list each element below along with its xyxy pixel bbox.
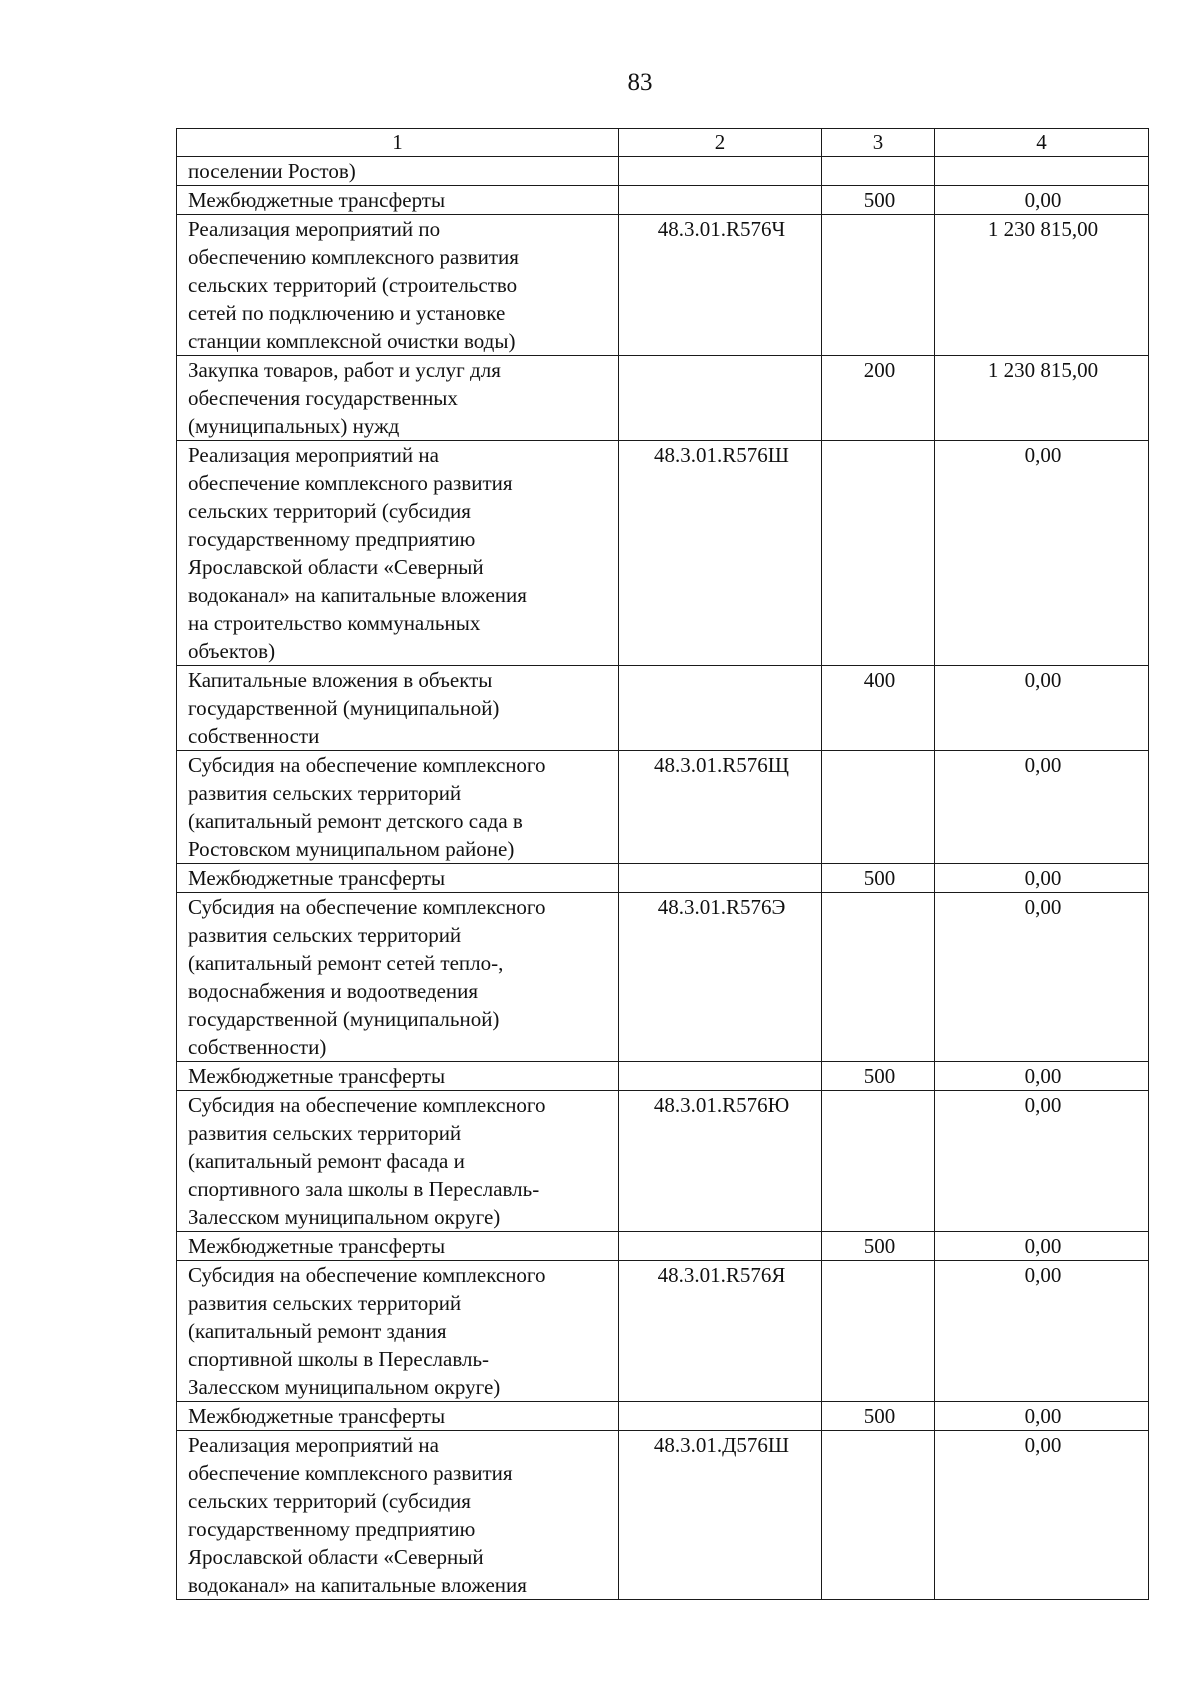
row-name-line: собственности <box>188 724 320 748</box>
row-amount-cell: 0,00 <box>935 1232 1149 1261</box>
row-name-line: спортивного зала школы в Переславль- <box>188 1177 540 1201</box>
row-amount-cell: 0,00 <box>935 1431 1149 1600</box>
column-header-3: 3 <box>822 129 935 157</box>
row-amount-cell: 0,00 <box>935 1091 1149 1232</box>
row-code-cell <box>619 186 822 215</box>
row-expense-type-cell <box>822 751 935 864</box>
row-name-cell <box>177 215 619 356</box>
row-amount-cell: 0,00 <box>935 441 1149 666</box>
row-name-line: государственной (муниципальной) <box>188 1007 500 1031</box>
row-name-line: (капитальный ремонт детского сада в <box>188 809 523 833</box>
row-expense-type-cell <box>822 1261 935 1402</box>
row-expense-type-cell: 500 <box>822 186 935 215</box>
row-amount-cell: 0,00 <box>935 893 1149 1062</box>
column-header-1: 1 <box>177 129 619 157</box>
row-name-line: Реализация мероприятий на <box>188 1433 439 1457</box>
row-name-line: Ярославской области «Северный <box>188 1545 484 1569</box>
table-row <box>177 1431 1149 1600</box>
table-row <box>177 1062 1149 1091</box>
table-row <box>177 751 1149 864</box>
row-amount-cell: 0,00 <box>935 666 1149 751</box>
row-name-line: Субсидия на обеспечение комплексного <box>188 753 546 777</box>
column-header-4: 4 <box>935 129 1149 157</box>
row-name-line: Капитальные вложения в объекты <box>188 668 493 692</box>
row-amount-cell: 0,00 <box>935 751 1149 864</box>
row-expense-type-cell: 200 <box>822 356 935 441</box>
row-name-cell <box>177 356 619 441</box>
row-name-line: обеспечение комплексного развития <box>188 471 513 495</box>
row-name-cell <box>177 157 619 186</box>
row-code-cell: 48.3.01.R576Я <box>619 1261 822 1402</box>
row-name-line: Межбюджетные трансферты <box>188 866 446 890</box>
row-name-cell <box>177 1232 619 1261</box>
row-code-cell <box>619 864 822 893</box>
table-row <box>177 186 1149 215</box>
row-name-line: обеспечению комплексного развития <box>188 245 519 269</box>
row-amount-cell: 0,00 <box>935 186 1149 215</box>
row-expense-type-cell <box>822 893 935 1062</box>
row-expense-type-cell: 400 <box>822 666 935 751</box>
row-name-line: Субсидия на обеспечение комплексного <box>188 895 546 919</box>
table-row <box>177 864 1149 893</box>
row-name-line: (капитальный ремонт здания <box>188 1319 447 1343</box>
table-row <box>177 441 1149 666</box>
row-expense-type-cell: 500 <box>822 864 935 893</box>
table-header-row <box>177 129 1149 157</box>
row-expense-type-cell <box>822 441 935 666</box>
table-row <box>177 356 1149 441</box>
table-row <box>177 1402 1149 1431</box>
row-name-line: обеспечение комплексного развития <box>188 1461 513 1485</box>
row-name-line: Межбюджетные трансферты <box>188 1064 446 1088</box>
row-name-line: на строительство коммунальных <box>188 611 481 635</box>
row-amount-cell <box>935 157 1149 186</box>
table-row <box>177 215 1149 356</box>
row-name-line: объектов) <box>188 639 276 663</box>
row-amount-cell: 0,00 <box>935 864 1149 893</box>
row-name-line: станции комплексной очистки воды) <box>188 329 516 353</box>
row-name-line: Ярославской области «Северный <box>188 555 484 579</box>
row-name-cell <box>177 864 619 893</box>
row-name-line: Реализация мероприятий на <box>188 443 439 467</box>
row-name-line: обеспечения государственных <box>188 386 458 410</box>
row-name-line: Залесском муниципальном округе) <box>188 1375 501 1399</box>
row-name-line: Ростовском муниципальном районе) <box>188 837 515 861</box>
row-amount-cell: 0,00 <box>935 1402 1149 1431</box>
budget-table <box>176 128 1149 1600</box>
row-name-line: Закупка товаров, работ и услуг для <box>188 358 501 382</box>
row-code-cell <box>619 157 822 186</box>
row-name-line: спортивной школы в Переславль- <box>188 1347 490 1371</box>
row-code-cell: 48.3.01.R576Э <box>619 893 822 1062</box>
row-name-line: Межбюджетные трансферты <box>188 1234 446 1258</box>
table-row <box>177 157 1149 186</box>
row-amount-cell: 0,00 <box>935 1062 1149 1091</box>
row-name-cell <box>177 441 619 666</box>
row-name-cell <box>177 1091 619 1232</box>
row-name-line: Реализация мероприятий по <box>188 217 441 241</box>
row-name-line: сетей по подключению и установке <box>188 301 506 325</box>
row-name-cell <box>177 1062 619 1091</box>
row-name-line: сельских территорий (строительство <box>188 273 518 297</box>
row-name-line: водоканал» на капитальные вложения <box>188 583 527 607</box>
row-name-line: государственному предприятию <box>188 1517 476 1541</box>
row-name-line: Субсидия на обеспечение комплексного <box>188 1263 546 1287</box>
row-code-cell <box>619 356 822 441</box>
row-name-cell <box>177 893 619 1062</box>
row-name-line: развития сельских территорий <box>188 1291 462 1315</box>
row-name-line: развития сельских территорий <box>188 781 462 805</box>
row-name-cell <box>177 186 619 215</box>
row-expense-type-cell <box>822 1091 935 1232</box>
table-row <box>177 893 1149 1062</box>
row-amount-cell: 0,00 <box>935 1261 1149 1402</box>
row-name-line: (капитальный ремонт сетей тепло-, <box>188 951 504 975</box>
row-name-cell <box>177 1431 619 1600</box>
column-header-2: 2 <box>619 129 822 157</box>
row-name-cell <box>177 1261 619 1402</box>
row-amount-cell: 1 230 815,00 <box>935 356 1149 441</box>
row-name-line: Межбюджетные трансферты <box>188 1404 446 1428</box>
table-row <box>177 1232 1149 1261</box>
row-name-line: Межбюджетные трансферты <box>188 188 446 212</box>
row-name-line: сельских территорий (субсидия <box>188 1489 471 1513</box>
row-name-line: Залесском муниципальном округе) <box>188 1205 501 1229</box>
table-row <box>177 1261 1149 1402</box>
row-expense-type-cell <box>822 215 935 356</box>
row-name-line: развития сельских территорий <box>188 923 462 947</box>
row-code-cell: 48.3.01.R576Ю <box>619 1091 822 1232</box>
row-name-cell <box>177 1402 619 1431</box>
row-code-cell <box>619 1232 822 1261</box>
row-name-line: водоснабжения и водоотведения <box>188 979 479 1003</box>
row-name-line: водоканал» на капитальные вложения <box>188 1573 527 1597</box>
row-expense-type-cell <box>822 1431 935 1600</box>
row-name-line: Субсидия на обеспечение комплексного <box>188 1093 546 1117</box>
row-name-line: собственности) <box>188 1035 327 1059</box>
table-row <box>177 666 1149 751</box>
row-code-cell <box>619 1062 822 1091</box>
row-name-cell <box>177 751 619 864</box>
row-expense-type-cell: 500 <box>822 1062 935 1091</box>
row-expense-type-cell: 500 <box>822 1402 935 1431</box>
table-body <box>177 157 1149 1600</box>
row-expense-type-cell <box>822 157 935 186</box>
row-code-cell: 48.3.01.R576Ш <box>619 441 822 666</box>
row-amount-cell: 1 230 815,00 <box>935 215 1149 356</box>
row-code-cell <box>619 1402 822 1431</box>
row-name-line: государственной (муниципальной) <box>188 696 500 720</box>
row-name-line: (капитальный ремонт фасада и <box>188 1149 465 1173</box>
row-name-line: сельских территорий (субсидия <box>188 499 471 523</box>
row-name-line: поселении Ростов) <box>188 159 356 183</box>
row-name-line: государственному предприятию <box>188 527 476 551</box>
row-name-cell <box>177 666 619 751</box>
row-code-cell <box>619 666 822 751</box>
table-row <box>177 1091 1149 1232</box>
page-number: 83 <box>627 69 653 96</box>
row-code-cell: 48.3.01.R576Щ <box>619 751 822 864</box>
row-code-cell: 48.3.01.R576Ч <box>619 215 822 356</box>
row-name-line: развития сельских территорий <box>188 1121 462 1145</box>
row-name-line: (муниципальных) нужд <box>188 414 400 438</box>
row-code-cell: 48.3.01.Д576Ш <box>619 1431 822 1600</box>
row-expense-type-cell: 500 <box>822 1232 935 1261</box>
